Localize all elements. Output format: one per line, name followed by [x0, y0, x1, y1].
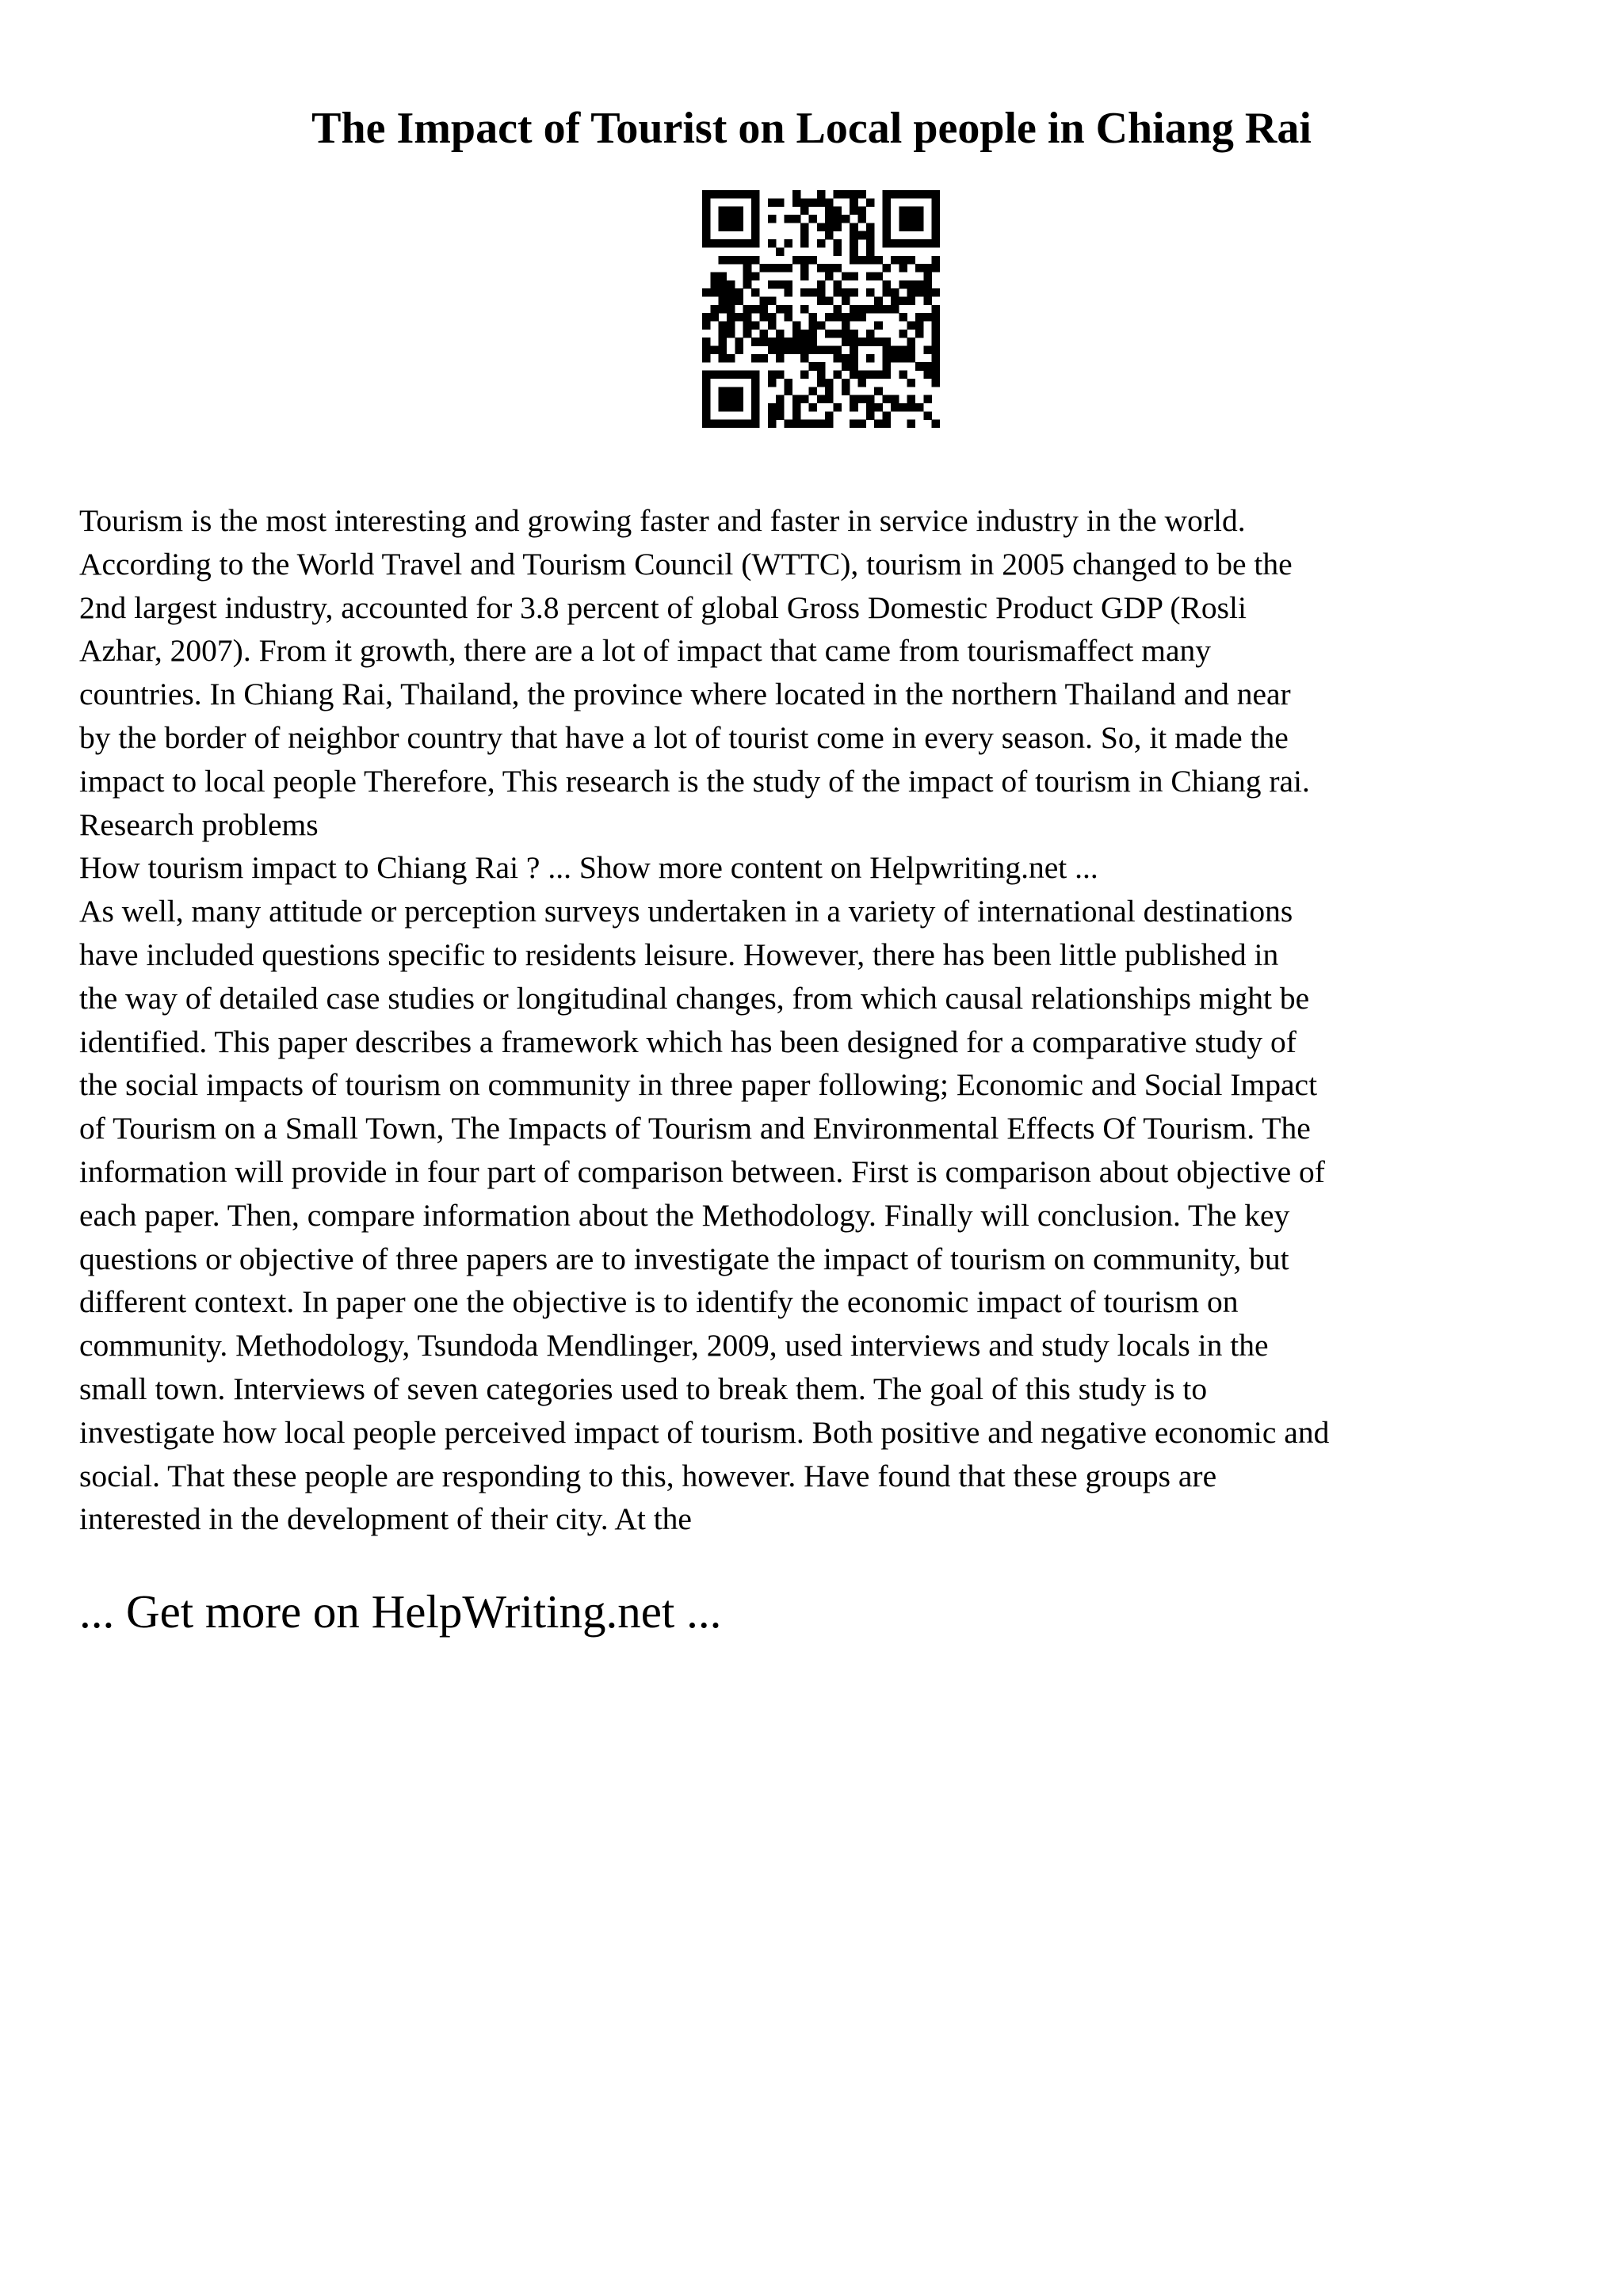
body-line: countries. In Chiang Rai, Thailand, the province where located in the northern Thailand and near — [79, 677, 1291, 712]
get-more-link[interactable]: ... Get more on HelpWriting.net ... — [79, 1585, 722, 1638]
body-line: different context. In paper one the objective is to identify the economic impact of tourism on — [79, 1284, 1239, 1320]
body-line: small town. Interviews of seven categories used to break them. The goal of this study is to — [79, 1371, 1208, 1406]
body-line: by the border of neighbor country that have a lot of tourist come in every season. So, it made the — [79, 719, 1289, 755]
qr-code-graphic — [702, 190, 940, 428]
body-line: information will provide in four part of comparison between. First is comparison about objective of — [79, 1154, 1325, 1189]
body-line: questions or objective of three papers are to investigate the impact of tourism on community, but — [79, 1241, 1289, 1276]
body-line: the way of detailed case studies or longitudinal changes, from which causal relationships might be — [79, 980, 1310, 1016]
qr-code-icon — [702, 190, 940, 428]
body-line: How tourism impact to Chiang Rai ? ... Show more content on Helpwriting.net ... — [79, 850, 1098, 886]
body-line: According to the World Travel and Tourism Council (WTTC), tourism in 2005 changed to be the — [79, 546, 1293, 582]
body-line: Tourism is the most interesting and growing faster and faster in service industry in the world. — [79, 503, 1246, 538]
body-line: As well, many attitude or perception surveys undertaken in a variety of international destinations — [79, 894, 1293, 929]
section-heading-research-problems: Research problems — [79, 807, 319, 842]
body-line: of Tourism on a Small Town, The Impacts of Tourism and Environmental Effects Of Tourism. The — [79, 1111, 1311, 1146]
body-line: the social impacts of tourism on community in three paper following; Economic and Social Impact — [79, 1067, 1318, 1103]
body-line: have included questions specific to residents leisure. However, there has been little published in — [79, 936, 1279, 972]
body-line: investigate how local people perceived impact of tourism. Both positive and negative economic and — [79, 1414, 1330, 1450]
document-title: The Impact of Tourist on Local people in Chiang Rai — [311, 104, 1312, 153]
body-line: social. That these people are responding to this, however. Have found that these groups are — [79, 1458, 1217, 1493]
body-line: interested in the development of their city. At the — [79, 1501, 692, 1537]
body-line: 2nd largest industry, accounted for 3.8 percent of global Gross Domestic Product GDP (Rosli — [79, 589, 1247, 625]
body-line: community. Methodology, Tsundoda Mendlinger, 2009, used interviews and study locals in the — [79, 1328, 1269, 1363]
body-line: impact to local people Therefore, This research is the study of the impact of tourism in Chiang rai. — [79, 763, 1310, 799]
body-line: each paper. Then, compare information about the Methodology. Finally will conclusion. The key — [79, 1197, 1290, 1233]
document-body — [79, 499, 1553, 1541]
body-line: identified. This paper describes a framework which has been designed for a comparative study of — [79, 1024, 1296, 1059]
body-line: Azhar, 2007). From it growth, there are a lot of impact that came from tourismaffect many — [79, 633, 1211, 669]
